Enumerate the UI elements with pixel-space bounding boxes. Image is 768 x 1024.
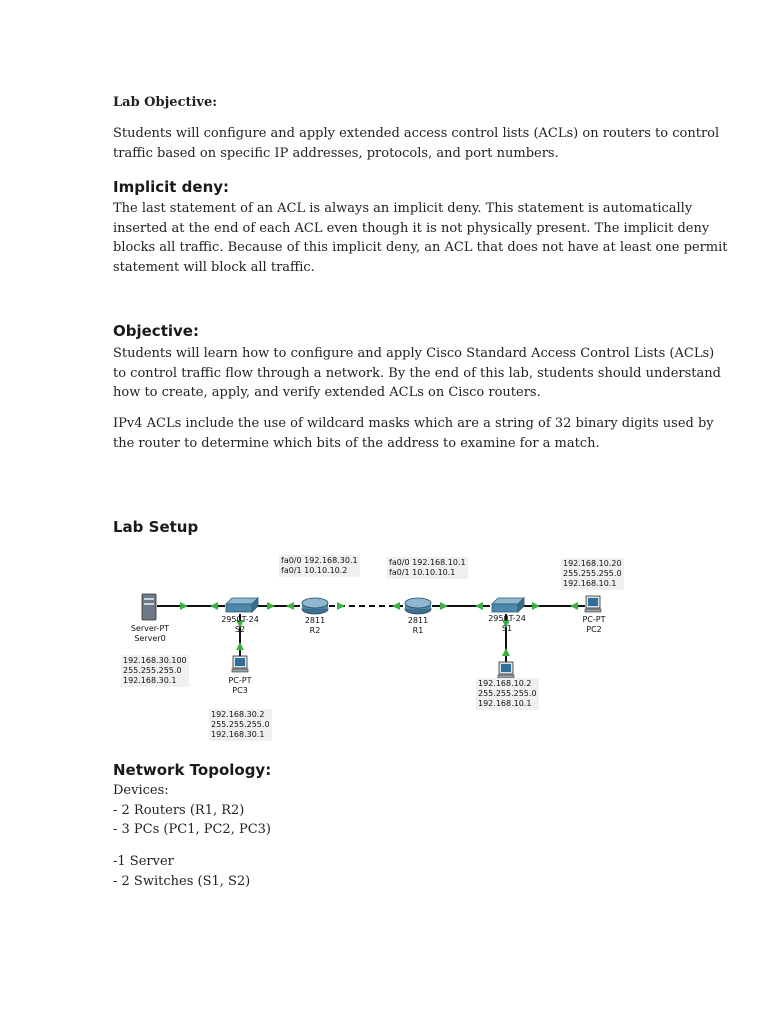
- pc3-icon: [232, 656, 248, 672]
- r1-label: 2811 R1: [407, 616, 429, 635]
- pc2-label: PC-PT PC2: [582, 615, 606, 634]
- lab-objective-text: Students will configure and apply extended access control lists (ACLs) on routers to control traffic based on specific IP addresses, protocols, and port numbers.: [113, 126, 720, 161]
- objective-text: Students will learn how to configure and apply Cisco Standard Access Control Lists (ACLs) to control traffic flow through a network. By the end of this lab, students should understand how to create, apply, and verify extended ACLs on Cisco routers.: [113, 346, 721, 400]
- router-r1-icon: [405, 598, 431, 614]
- server-label: Server-PT Server0: [130, 624, 170, 643]
- wildcard-text: IPv4 ACLs include the use of wildcard masks which are a string of 32 binary digits used by the router to determine which bits of the address to examine for a match.: [113, 416, 714, 451]
- devices-list-2: -1 Server - 2 Switches (S1, S2): [113, 854, 251, 889]
- network-topology-heading: Network Topology:: [113, 761, 272, 779]
- pc2-icon: [585, 596, 601, 612]
- r2-interface-box: fa0/0 192.168.30.1 fa0/1 10.10.10.2: [281, 556, 358, 575]
- r2-label: 2811 R2: [304, 616, 326, 635]
- network-diagram: [110, 552, 630, 747]
- pc3-label: PC-PT PC3: [228, 676, 252, 695]
- s1-label: 2950T-24 S1: [488, 614, 526, 633]
- lab-setup-heading: Lab Setup: [113, 518, 199, 536]
- network-diagram-links: [110, 552, 630, 747]
- r1-interface-box: fa0/0 192.168.10.1 fa0/1 10.10.10.1: [389, 558, 466, 577]
- pc1-icon: [498, 662, 514, 678]
- switch-s2-icon: [226, 598, 258, 612]
- switch-s1-icon: [492, 598, 524, 612]
- pc2-address-box: 192.168.10.20 255.255.255.0 192.168.10.1: [563, 559, 622, 588]
- server-address-box: 192.168.30.100 255.255.255.0 192.168.30.1: [123, 656, 187, 685]
- implicit-deny-heading: Implicit deny:: [113, 178, 230, 196]
- pc1-address-box: 192.168.10.2 255.255.255.0 192.168.10.1: [478, 679, 537, 708]
- router-r2-icon: [302, 598, 328, 614]
- s2-label: 2950T-24 S2: [221, 615, 259, 634]
- server-icon: [142, 594, 156, 620]
- devices-list: Devices: - 2 Routers (R1, R2) - 3 PCs (PC1, PC2, PC3): [113, 783, 271, 837]
- objective-heading: Objective:: [113, 322, 199, 340]
- pc3-address-box: 192.168.30.2 255.255.255.0 192.168.30.1: [211, 710, 270, 739]
- lab-objective-heading: Lab Objective:: [113, 95, 218, 110]
- implicit-deny-text: The last statement of an ACL is always an implicit deny. This statement is automatically inserted at the end of each ACL even though it is not physically present. The implicit deny blocks all traffic. Because of this implicit deny, an ACL that does not have at least one permit statement will block all traffic.: [113, 201, 728, 275]
